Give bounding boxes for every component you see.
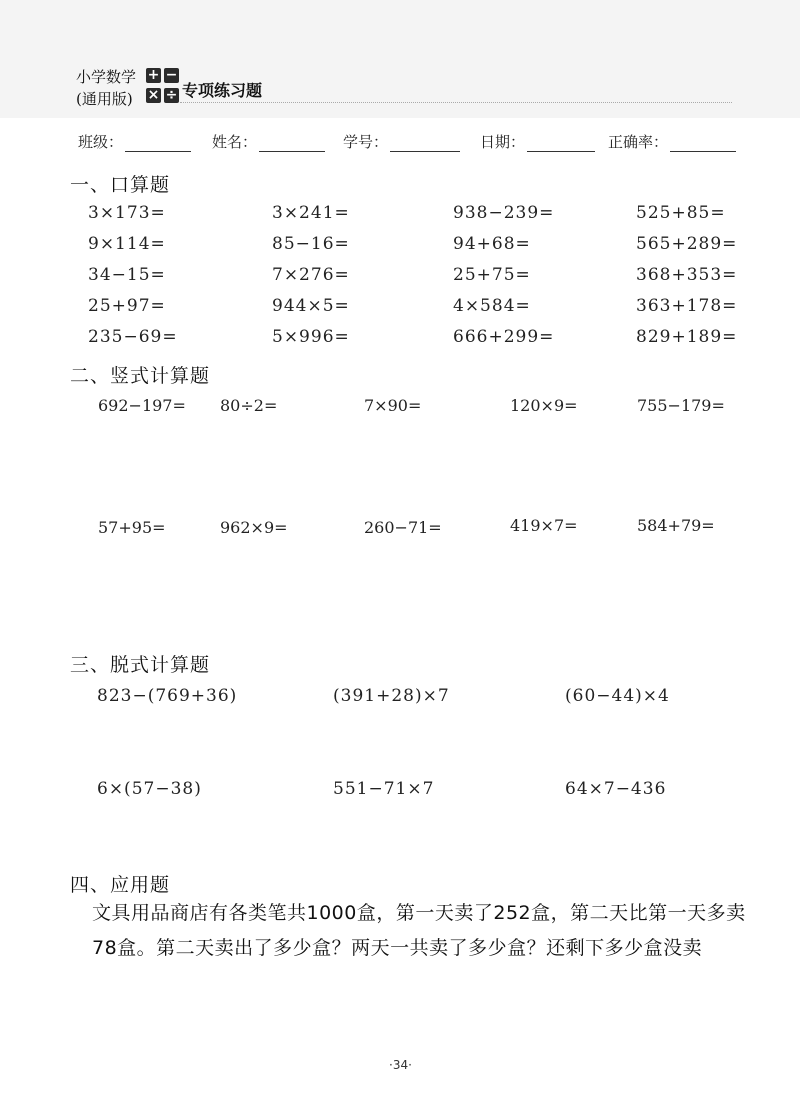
class-label: 班级：	[78, 133, 124, 151]
oral-item: 525+85=	[636, 203, 726, 223]
stepwise-item: (391+28)×7	[333, 686, 450, 706]
section-word-title: 四、应用题	[70, 874, 171, 896]
vertical-item: 7×90=	[364, 396, 422, 415]
oral-item: 94+68=	[453, 234, 531, 254]
student-id-label: 学号：	[343, 133, 389, 151]
vertical-item: 962×9=	[220, 518, 288, 537]
vertical-item: 80÷2=	[220, 396, 278, 415]
vertical-item: 755−179=	[637, 396, 725, 415]
word-problem-text: 文具用品商店有各类笔共1000盒，第一天卖了252盒，第二天比第一天多卖78盒。第二天卖出了多少盒？两天一共卖了多少盒？还剩下多少盒没卖	[92, 902, 746, 959]
name-blank[interactable]	[259, 137, 325, 152]
minus-icon: −	[165, 67, 178, 83]
section-vertical-title: 二、竖式计算题	[70, 365, 211, 387]
student-id-field[interactable]	[343, 131, 460, 152]
date-field[interactable]	[480, 131, 595, 152]
brand-line-1: 小学数学	[76, 68, 137, 86]
vertical-item: 57+95=	[98, 518, 166, 537]
oral-item: 666+299=	[453, 327, 555, 347]
vertical-item: 692−197=	[98, 396, 186, 415]
stepwise-item: (60−44)×4	[565, 686, 670, 706]
date-blank[interactable]	[527, 137, 595, 152]
divide-icon: ÷	[165, 87, 178, 103]
stepwise-item: 823−(769+36)	[97, 686, 238, 706]
oral-item: 34−15=	[88, 265, 166, 285]
stepwise-item: 551−71×7	[333, 779, 435, 799]
oral-item: 363+178=	[636, 296, 738, 316]
stepwise-item: 64×7−436	[565, 779, 667, 799]
series-title: 专项练习题	[182, 81, 263, 100]
accuracy-blank[interactable]	[670, 137, 736, 152]
oral-item: 5×996=	[272, 327, 350, 347]
class-field[interactable]	[78, 131, 191, 152]
oral-item: 3×173=	[88, 203, 166, 223]
accuracy-field[interactable]	[608, 131, 736, 152]
math-ops-logo	[146, 68, 180, 108]
vertical-item: 419×7=	[510, 516, 578, 535]
header-rule	[180, 102, 732, 103]
name-field[interactable]	[212, 131, 325, 152]
oral-item: 565+289=	[636, 234, 738, 254]
oral-item: 944×5=	[272, 296, 350, 316]
section-oral-title: 一、口算题	[70, 174, 171, 196]
plus-icon: +	[147, 67, 160, 83]
section-stepwise-title: 三、脱式计算题	[70, 654, 211, 676]
class-blank[interactable]	[125, 137, 191, 152]
oral-item: 368+353=	[636, 265, 738, 285]
date-label: 日期：	[480, 133, 526, 151]
oral-item: 7×276=	[272, 265, 350, 285]
oral-item: 938−239=	[453, 203, 555, 223]
accuracy-label: 正确率：	[608, 133, 669, 151]
oral-item: 829+189=	[636, 327, 738, 347]
oral-item: 85−16=	[272, 234, 350, 254]
student-id-blank[interactable]	[390, 137, 460, 152]
oral-item: 4×584=	[453, 296, 531, 316]
multiply-icon: ×	[147, 87, 160, 103]
name-label: 姓名：	[212, 133, 258, 151]
brand-line-2: (通用版)	[76, 90, 133, 108]
oral-item: 25+75=	[453, 265, 531, 285]
vertical-item: 120×9=	[510, 396, 578, 415]
oral-item: 3×241=	[272, 203, 350, 223]
oral-item: 9×114=	[88, 234, 166, 254]
vertical-item: 584+79=	[637, 516, 715, 535]
page-number: ·34·	[389, 1058, 412, 1072]
vertical-item: 260−71=	[364, 518, 442, 537]
stepwise-item: 6×(57−38)	[97, 779, 202, 799]
oral-item: 235−69=	[88, 327, 178, 347]
oral-item: 25+97=	[88, 296, 166, 316]
